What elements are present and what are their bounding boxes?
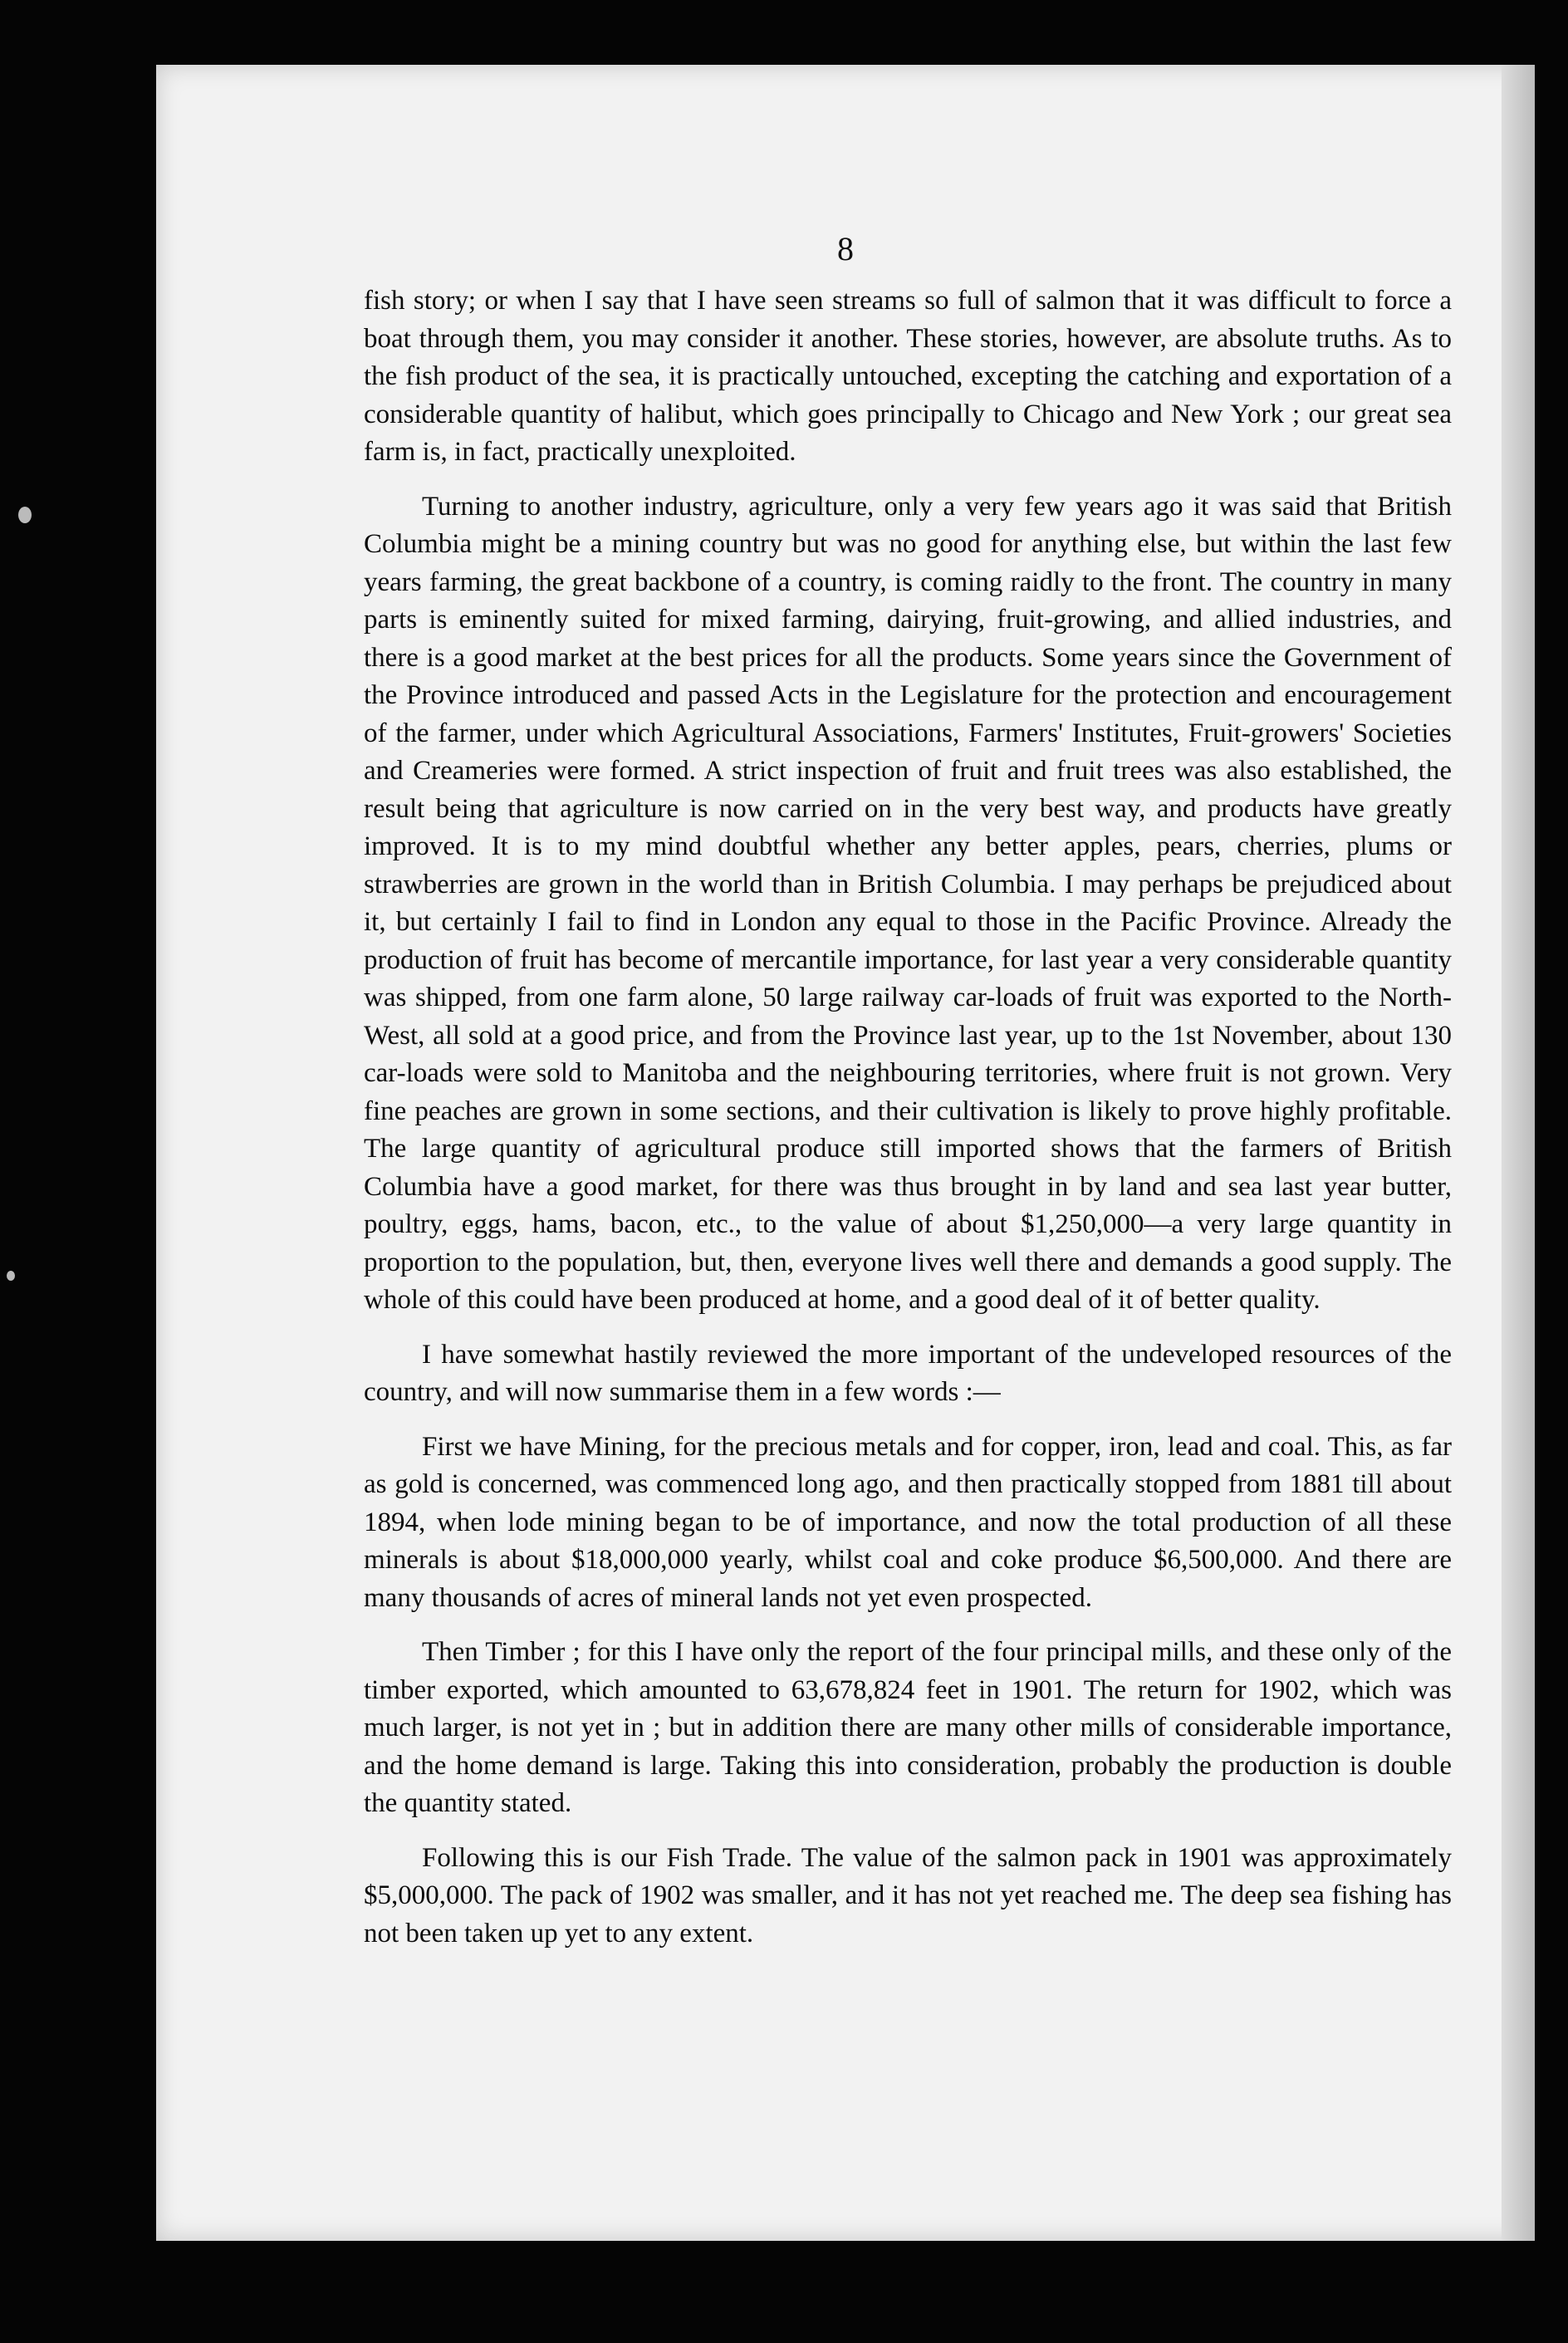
scan-speck <box>18 507 32 523</box>
page-edge <box>1502 65 1535 2241</box>
paragraph-agriculture: Turning to another industry, agriculture, only a very few years ago it was said that British Columbia might be a mining country but was no good for anything else, but within the last few years farming, the great backbone of a country, is coming raidly to the front. The country in many parts is eminently suited for mixed farming, dairying, fruit-growing, and allied industries, and there is a good market at the best prices for all the products. Some years since the Government of the Province introduced and passed Acts in the Legislature for the protection and encouragement of the farmer, under which Agricultural Associations, Farmers' Institutes, Fruit-growers' Societies and Creameries were formed. A strict inspection of fruit and fruit trees was also established, the result being that agriculture is now carried on in the very best way, and products have greatly improved. It is to my mind doubtful whether any better apples, pears, cherries, plums or strawberries are grown in the world than in British Columbia. I may perhaps be prejudiced about it, but certainly I fail to find in London any equal to those in the Pacific Province. Already the production of fruit has become of mercantile importance, for last year a very considerable quantity was shipped, from one farm alone, 50 large railway car-loads of fruit was exported to the North-West, all sold at a good price, and from the Province last year, up to the 1st November, about 130 car-loads were sold to Manitoba and the neighbouring territories, where fruit is not grown. Very fine peaches are grown in some sections, and their cultivation is likely to prove highly profitable. The large quantity of agricultural produce still imported shows that the farmers of British Columbia have a good market, for there was thus brought in by land and sea last year butter, poultry, eggs, hams, bacon, etc., to the value of about $1,250,000—a very large quantity in proportion to the population, but, then, everyone lives well there and demands a good supply. The whole of this could have been produced at home, and a good deal of it of better quality. <box>364 491 1452 1315</box>
paragraph-summary-intro: I have somewhat hastily reviewed the more important of the undeveloped resources of the country, and will now summarise them in a few words :— <box>364 1339 1452 1407</box>
paragraph-fish-trade: Following this is our Fish Trade. The value of the salmon pack in 1901 was approximately $5,000,000. The pack of 1902 was smaller, and it has not yet reached me. The deep sea fishing has not been taken up yet to any extent. <box>364 1842 1452 1948</box>
body-text <box>364 282 1452 1969</box>
paragraph-fish-story: fish story; or when I say that I have seen streams so full of salmon that it was difficult to force a boat through them, you may consider it another. These stories, however, are absolute truths. As to the fish product of the sea, it is practically untouched, excepting the catching and exportation of a considerable quantity of halibut, which goes principally to Chicago and New York ; our great sea farm is, in fact, practically unexploited. <box>364 286 1452 467</box>
paragraph-timber: Then Timber ; for this I have only the report of the four principal mills, and these only of the timber exported, which amounted to 63,678,824 feet in 1901. The return for 1902, which was much larger, is not yet in ; but in addition there are many other mills of considerable importance, and the home demand is large. Taking this into consideration, probably the production is double the quantity stated. <box>364 1637 1452 1818</box>
scan-speck <box>7 1271 15 1281</box>
document-page <box>156 65 1535 2241</box>
paragraph-mining: First we have Mining, for the precious metals and for copper, iron, lead and coal. This, as far as gold is concerned, was commenced long ago, and then practically stopped from 1881 till about 1894, when lode mining began to be of importance, and now the total production of all these minerals is about $18,000,000 yearly, whilst coal and coke produce $6,500,000. And there are many thousands of acres of mineral lands not yet even prospected. <box>364 1431 1452 1613</box>
page-number: 8 <box>837 230 854 267</box>
